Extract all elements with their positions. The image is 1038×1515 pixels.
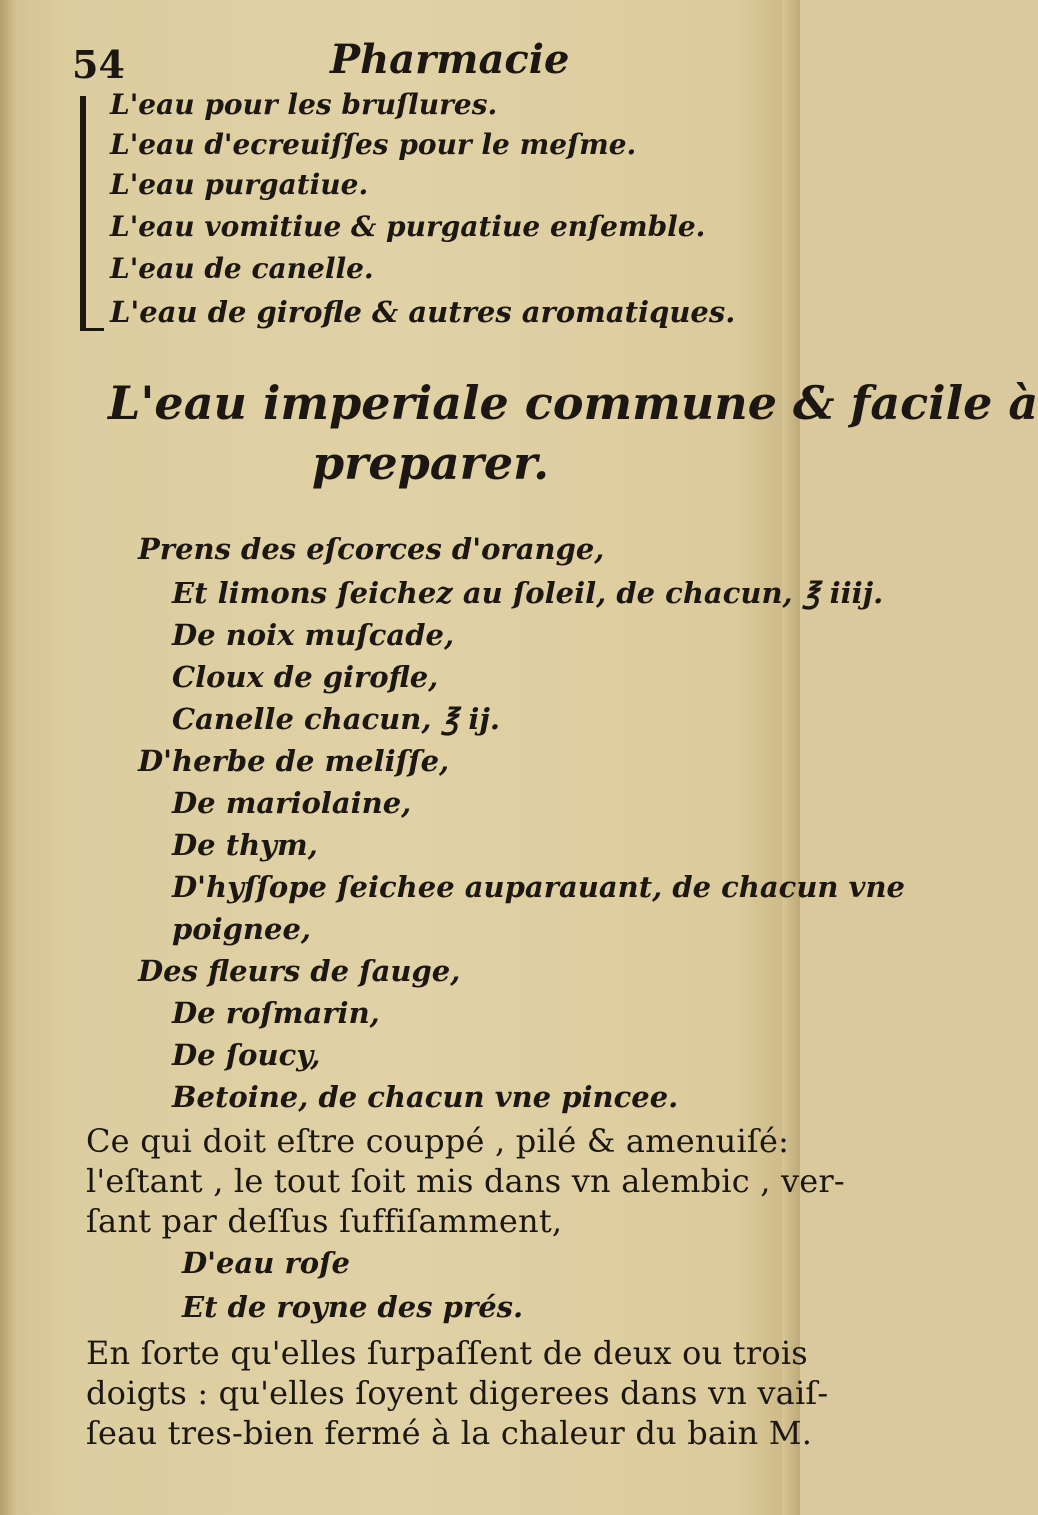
paragraph-line: ſeau tres-bien fermé à la chaleur du bain M. — [86, 1414, 813, 1452]
paragraph-line: ſant par deſſus ſuffiſamment, — [86, 1202, 563, 1240]
ingredient-line: De roſmarin, — [172, 996, 380, 1030]
section-title-line-2: preparer. — [312, 436, 550, 490]
ingredient-line: De ſoucy, — [172, 1038, 321, 1072]
paragraph-line: l'eſtant , le tout ſoit mis dans vn alembic , ver- — [86, 1162, 845, 1200]
paragraph-line: En ſorte qu'elles ſurpaſſent de deux ou trois — [86, 1334, 808, 1372]
list-item: L'eau pour les bruſlures. — [110, 88, 498, 121]
ingredient-line: D'herbe de meliſſe, — [138, 744, 450, 778]
list-item: L'eau d'ecreuiſſes pour le meſme. — [110, 128, 637, 161]
ingredient-line: Prens des eſcorces d'orange, — [138, 532, 605, 566]
liquid-line: D'eau roſe — [182, 1246, 350, 1280]
list-bracket — [80, 96, 104, 331]
liquid-line: Et de royne des prés. — [182, 1290, 524, 1324]
ingredient-line: Cloux de girofle, — [172, 660, 439, 694]
ingredient-line: Canelle chacun, ℥ ij. — [172, 702, 500, 736]
ingredient-line: Et limons ſeichez au ſoleil, de chacun, ℥ iiij. — [172, 576, 884, 610]
list-item: L'eau vomitiue & purgatiue enſemble. — [110, 210, 706, 243]
ingredient-line: De mariolaine, — [172, 786, 412, 820]
list-item: L'eau de canelle. — [110, 252, 374, 285]
page-number: 54 — [72, 42, 125, 87]
ingredient-line: poignee, — [172, 912, 311, 946]
ingredient-line: D'hyſſope ſeichee auparauant, de chacun vne — [172, 870, 905, 904]
ingredient-line: De noix muſcade, — [172, 618, 455, 652]
ingredient-line: Des fleurs de ſauge, — [138, 954, 461, 988]
paragraph-line: doigts : qu'elles ſoyent digerees dans vn vaiſ- — [86, 1374, 829, 1412]
running-head: Pharmacie — [330, 36, 570, 83]
section-title-line-1: L'eau imperiale commune & facile à — [108, 376, 1038, 430]
page-right-edge — [782, 0, 800, 1515]
page-left-edge — [0, 0, 16, 1515]
ingredient-line: Betoine, de chacun vne pincee. — [172, 1080, 679, 1114]
paragraph-line: Ce qui doit eſtre couppé , pilé & amenuiſé: — [86, 1122, 790, 1160]
ingredient-line: De thym, — [172, 828, 318, 862]
list-item: L'eau de girofle & autres aromatiques. — [110, 295, 736, 329]
list-item: L'eau purgatiue. — [110, 168, 369, 201]
